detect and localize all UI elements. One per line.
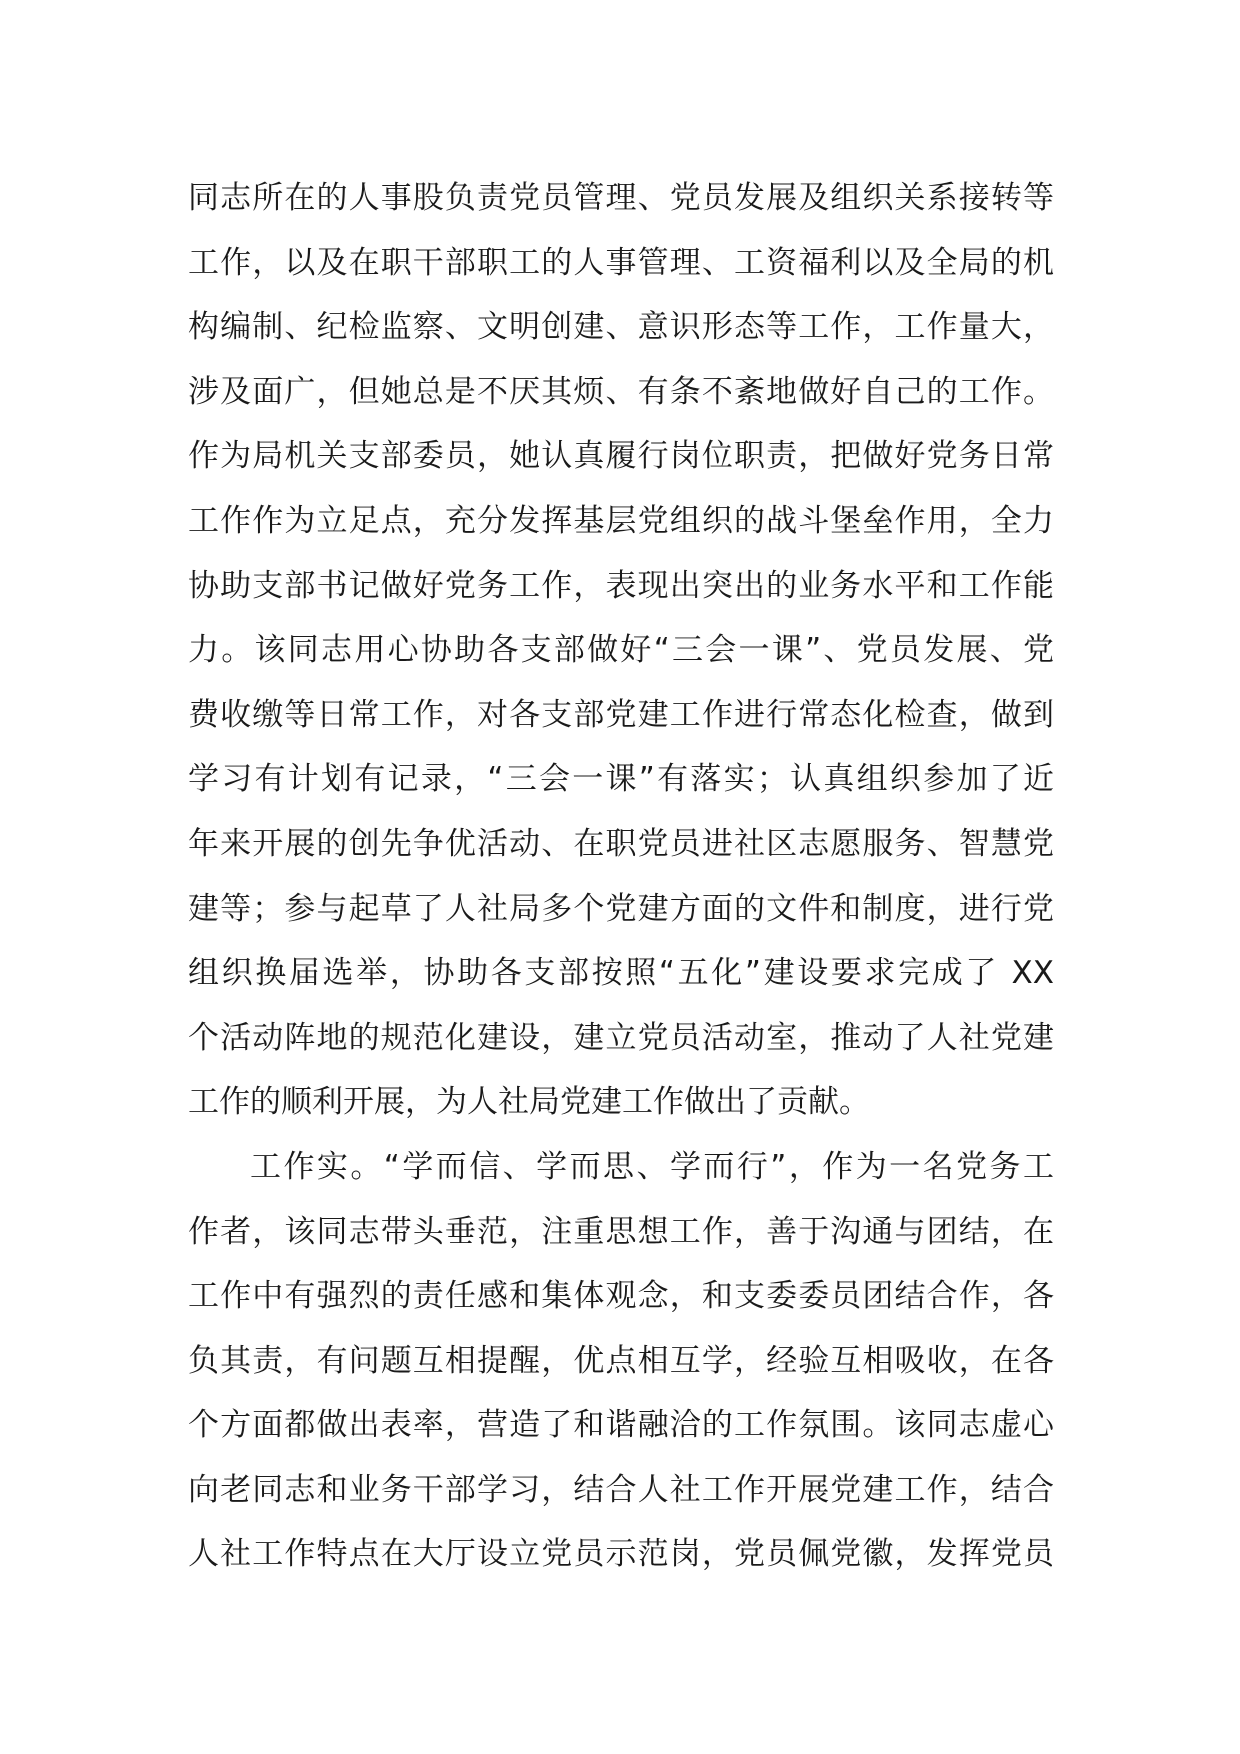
text-line: 学习有计划有记录，“三会一课”有落实；认真组织参加了近 — [188, 761, 1054, 798]
text-line: 工作中有强烈的责任感和集体观念，和支委委员团结合作，各 — [188, 1278, 1054, 1315]
text-line: 负其责，有问题互相提醒，优点相互学，经验互相吸收，在各 — [188, 1342, 1054, 1379]
text-line: 工作，以及在职干部职工的人事管理、工资福利以及全局的机 — [188, 244, 1054, 281]
text-line: 个方面都做出表率，营造了和谐融洽的工作氛围。该同志虚心 — [188, 1407, 1054, 1444]
text-line: 人社工作特点在大厅设立党员示范岗，党员佩党徽，发挥党员 — [188, 1536, 1054, 1573]
text-line: 作者，该同志带头垂范，注重思想工作，善于沟通与团结，在 — [188, 1213, 1054, 1250]
text-line: 向老同志和业务干部学习，结合人社工作开展党建工作，结合 — [188, 1471, 1054, 1508]
text-line: 涉及面广，但她总是不厌其烦、有条不紊地做好自己的工作。 — [188, 373, 1054, 410]
text-line: 协助支部书记做好党务工作，表现出突出的业务水平和工作能 — [188, 567, 1054, 604]
paragraph-1 — [188, 166, 1054, 1135]
text-line: 工作作为立足点，充分发挥基层党组织的战斗堡垒作用，全力 — [188, 502, 1054, 539]
text-line: 构编制、纪检监察、文明创建、意识形态等工作，工作量大， — [188, 309, 1054, 346]
text-line: 工作实。“学而信、学而思、学而行”，作为一名党务工 — [250, 1148, 1054, 1185]
text-line: 费收缴等日常工作，对各支部党建工作进行常态化检查，做到 — [188, 696, 1054, 733]
text-line: 组织换届选举，协助各支部按照“五化”建设要求完成了 XX — [188, 955, 1054, 992]
text-line: 建等；参与起草了人社局多个党建方面的文件和制度，进行党 — [188, 890, 1054, 927]
paragraph-2 — [188, 1135, 1054, 1587]
text-line: 年来开展的创先争优活动、在职党员进社区志愿服务、智慧党 — [188, 825, 1054, 862]
text-line: 个活动阵地的规范化建设，建立党员活动室，推动了人社党建 — [188, 1019, 1054, 1056]
text-line: 力。该同志用心协助各支部做好“三会一课”、党员发展、党 — [188, 632, 1054, 669]
body-text — [188, 166, 1054, 1587]
text-line: 工作的顺利开展，为人社局党建工作做出了贡献。 — [188, 1084, 870, 1121]
text-line: 作为局机关支部委员，她认真履行岗位职责，把做好党务日常 — [188, 438, 1054, 475]
text-line: 同志所在的人事股负责党员管理、党员发展及组织关系接转等 — [188, 180, 1054, 216]
